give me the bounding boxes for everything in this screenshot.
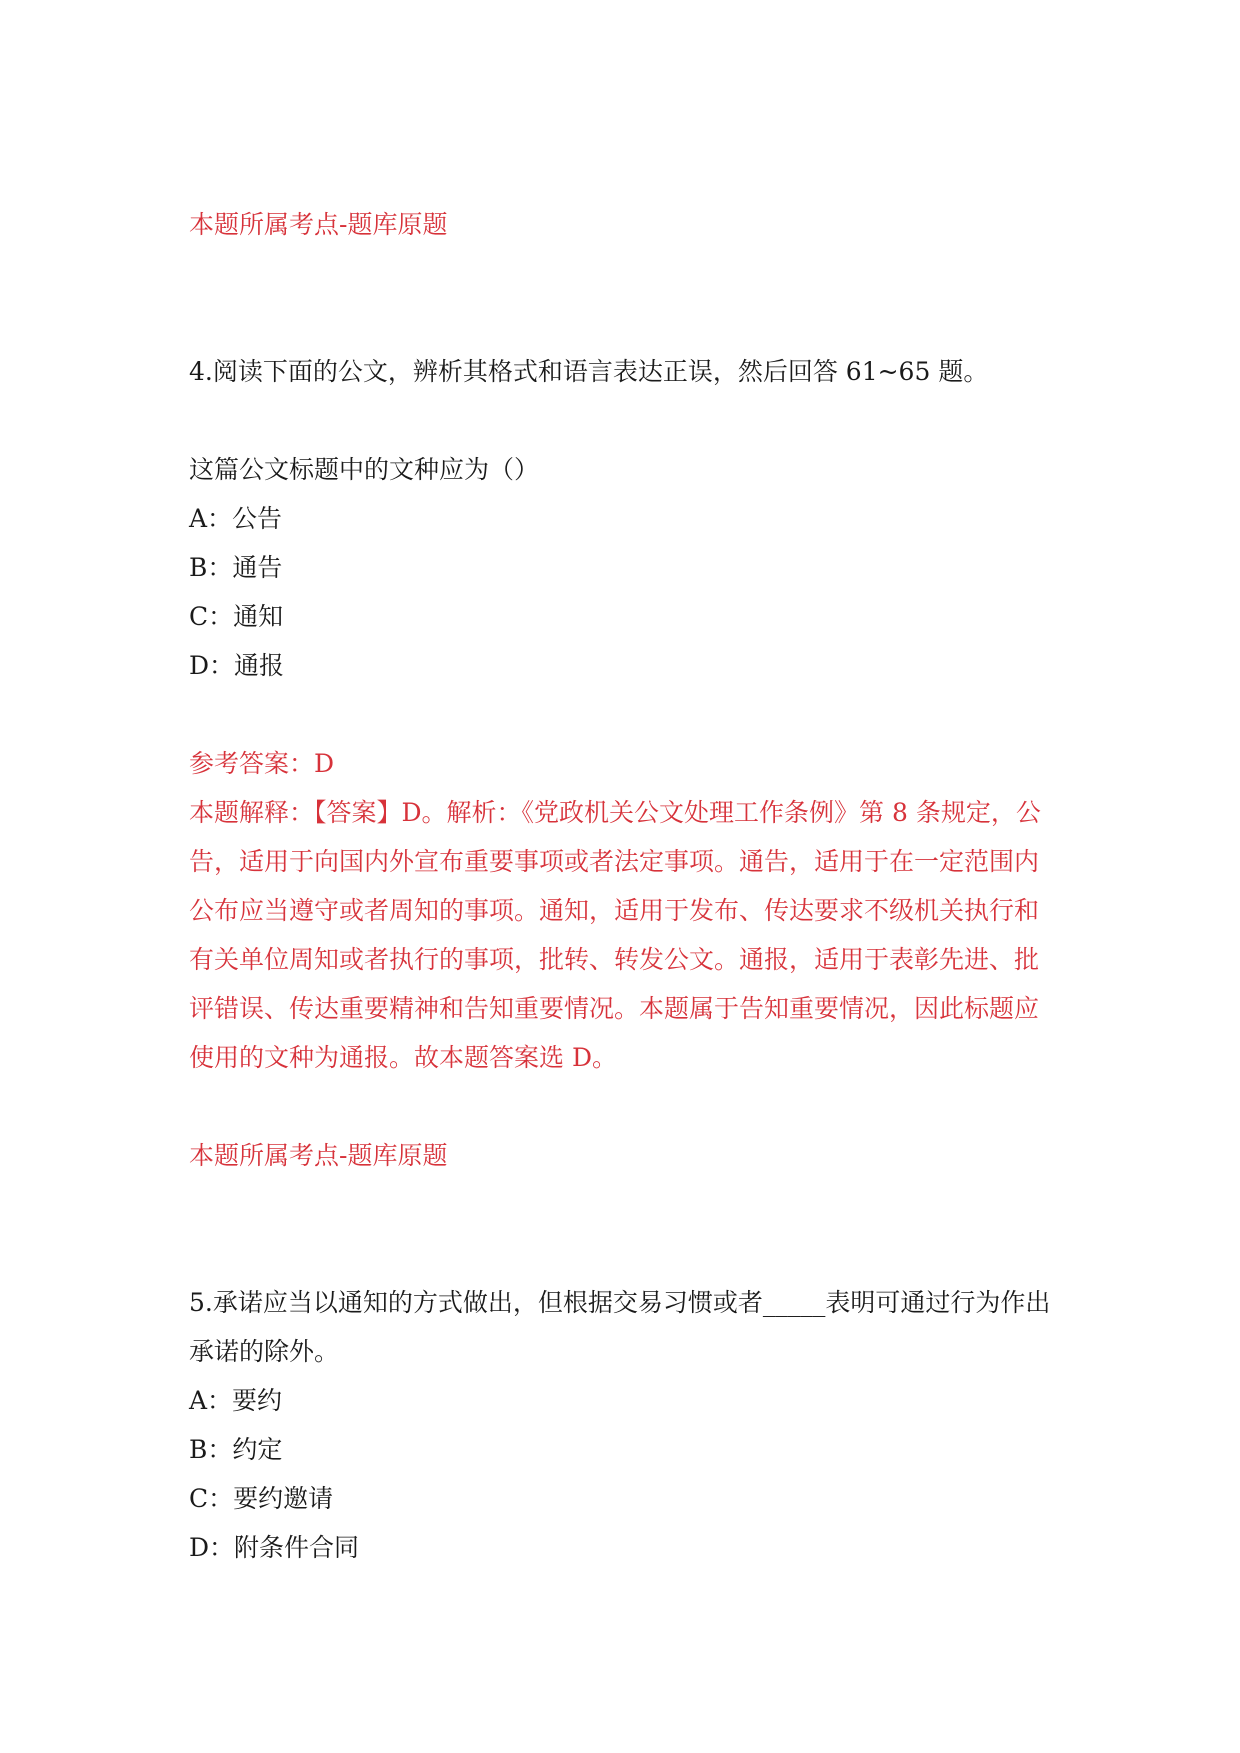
explanation-line: 本题解释：【答案】D。解析：《党政机关公文处理工作条例》第 8 条规定，公 xyxy=(189,798,1041,827)
explanation-line: 告，适用于向国内外宣布重要事项或者法定事项。通告，适用于在一定范围内 xyxy=(189,847,1040,876)
question-stem-continued: 承诺的除外。 xyxy=(189,1337,340,1366)
option-a: A：要约 xyxy=(189,1386,283,1415)
option-c: C：要约邀请 xyxy=(189,1484,334,1513)
explanation-line: 公布应当遵守或者周知的事项。通知，适用于发布、传达要求不级机关执行和 xyxy=(189,896,1040,925)
option-d: D：附条件合同 xyxy=(189,1533,360,1562)
option-b: B：通告 xyxy=(189,553,283,582)
answer-line: 参考答案：D xyxy=(189,749,335,778)
explanation-line: 有关单位周知或者执行的事项，批转、转发公文。通报，适用于表彰先进、批 xyxy=(189,945,1040,974)
topic-note: 本题所属考点-题库原题 xyxy=(189,210,448,239)
question-stem: 5.承诺应当以通知的方式做出，但根据交易习惯或者_____表明可通过行为作出 xyxy=(189,1288,1051,1317)
sub-question: 这篇公文标题中的文种应为（） xyxy=(189,455,540,484)
explanation-line: 使用的文种为通报。故本题答案选 D。 xyxy=(189,1043,617,1072)
option-d: D：通报 xyxy=(189,651,285,680)
explanation-line: 评错误、传达重要精神和告知重要情况。本题属于告知重要情况，因此标题应 xyxy=(189,994,1040,1023)
option-c: C：通知 xyxy=(189,602,284,631)
question-stem: 4.阅读下面的公文，辨析其格式和语言表达正误，然后回答 61~65 题。 xyxy=(189,357,989,386)
option-a: A：公告 xyxy=(189,504,283,533)
topic-note: 本题所属考点-题库原题 xyxy=(189,1141,448,1170)
option-b: B：约定 xyxy=(189,1435,283,1464)
